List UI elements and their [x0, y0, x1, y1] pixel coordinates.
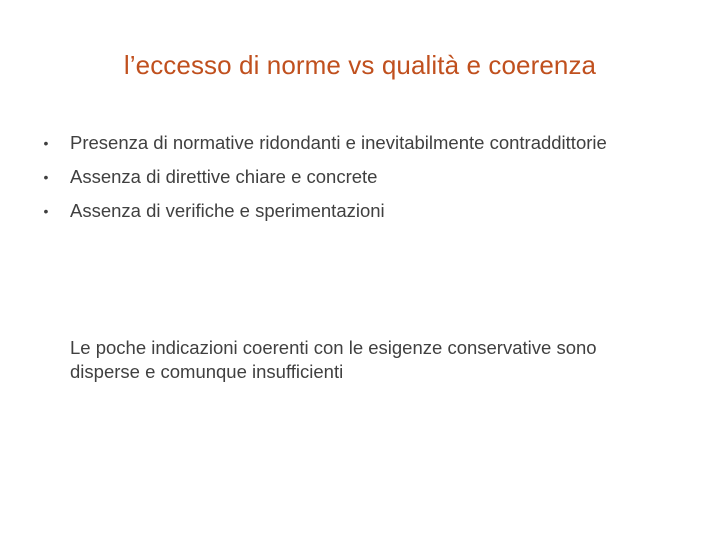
- bullet-text: Presenza di normative ridondanti e inevitabilmente contraddittorie: [70, 132, 607, 153]
- bullet-dot-icon: •: [43, 169, 49, 185]
- bullet-item: [40, 165, 660, 189]
- bullet-dot-icon: •: [43, 135, 49, 151]
- bullet-item: [40, 199, 660, 223]
- bullet-list: [40, 131, 660, 233]
- slide-title: l’eccesso di norme vs qualità e coerenza: [123, 50, 597, 80]
- note-paragraph: Le poche indicazioni coerenti con le esigenze conservative sono disperse e comunque insufficienti: [70, 337, 597, 382]
- bullet-text: Assenza di direttive chiare e concrete: [70, 166, 378, 187]
- bullet-text: Assenza di verifiche e sperimentazioni: [70, 200, 385, 221]
- bullet-dot-icon: •: [43, 203, 49, 219]
- bullet-item: [40, 131, 660, 155]
